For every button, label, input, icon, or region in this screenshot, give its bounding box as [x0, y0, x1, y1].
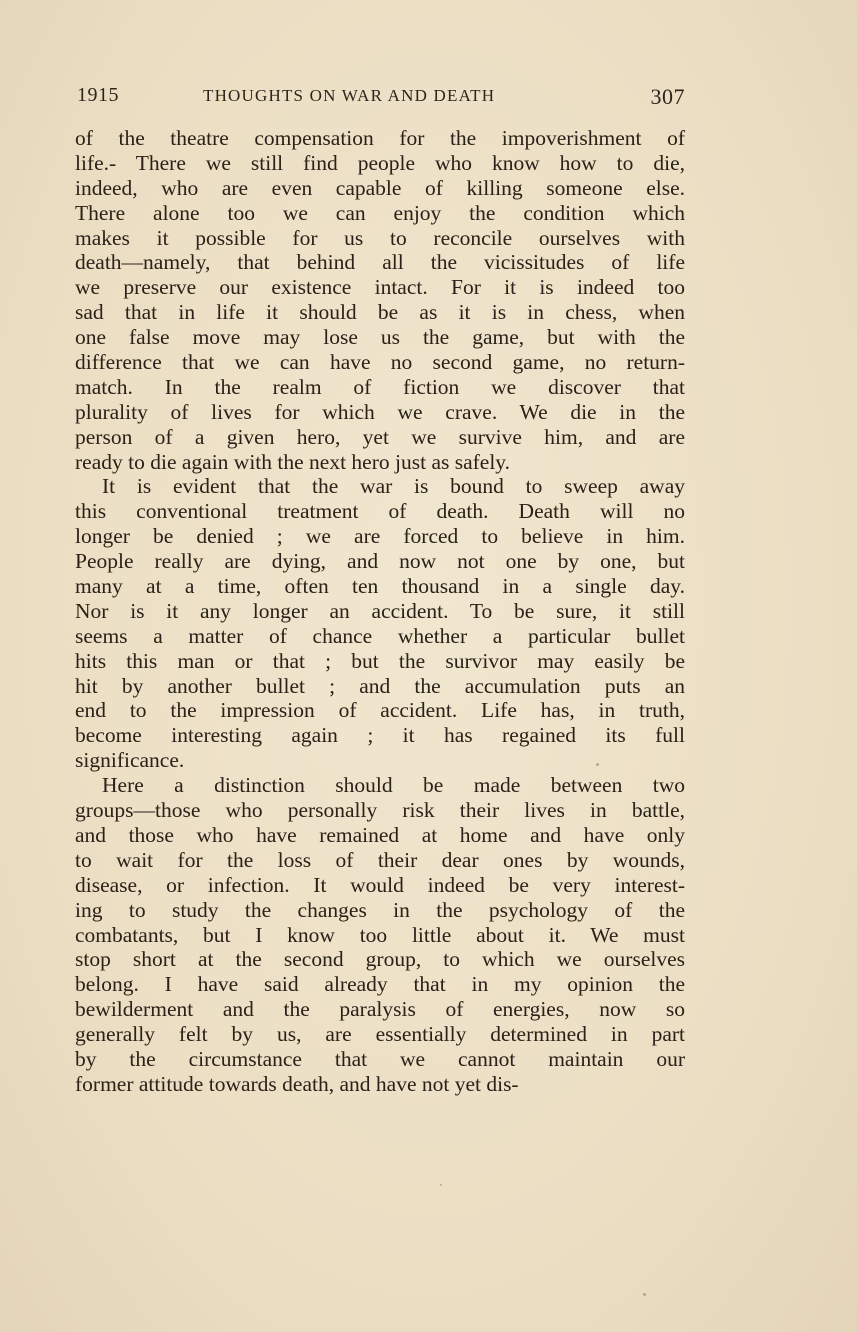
text-line: indeed, who are even capable of killing someone else. [75, 175, 685, 200]
text-line: belong. I have said already that in my opinion the [75, 972, 685, 997]
text-line: of the theatre compensation for the impoverishment of [75, 126, 685, 150]
text-line: hits this man or that ; but the survivor may easily be [75, 648, 685, 673]
page-number: 307 [650, 84, 685, 109]
text-line: end to the impression of accident. Life has, in truth, [75, 698, 685, 723]
running-head-title: THOUGHTS ON WAR AND DEATH [203, 86, 496, 105]
text-line: ready to die again with the next hero just as safely. [75, 449, 511, 474]
text-line: groups—those who personally risk their lives in battle, [75, 798, 685, 823]
text-line: and those who have remained at home and have only [75, 822, 685, 847]
running-head [77, 84, 685, 114]
text-line: plurality of lives for which we crave. We die in the [75, 399, 685, 424]
text-line: former attitude towards death, and have not yet dis- [75, 1071, 519, 1096]
text-line: we preserve our existence intact. For it is indeed too [75, 275, 685, 300]
paper-speck [643, 1293, 646, 1296]
text-line: significance. [75, 748, 185, 773]
text-line: It is evident that the war is bound to sweep away [102, 474, 685, 499]
text-line: many at a time, often ten thousand in a single day. [75, 574, 685, 599]
text-line: Nor is it any longer an accident. To be sure, it still [75, 598, 685, 623]
text-line: match. In the realm of fiction we discover that [75, 374, 685, 399]
text-line: this conventional treatment of death. Death will no [75, 499, 685, 524]
text-line: life.- There we still find people who know how to die, [75, 150, 685, 175]
text-line: bewilderment and the paralysis of energies, now so [75, 997, 685, 1022]
body-text [75, 126, 685, 1097]
running-head-year: 1915 [77, 84, 119, 106]
text-line: difference that we can have no second game, no return- [75, 350, 685, 375]
text-line: by the circumstance that we cannot maintain our [75, 1046, 685, 1071]
paragraph [75, 773, 685, 1097]
text-line: Here a distinction should be made between two [102, 773, 685, 798]
text-line: There alone too we can enjoy the condition which [75, 200, 685, 225]
paragraph [75, 474, 685, 773]
text-line: ing to study the changes in the psychology of the [75, 897, 685, 922]
text-line: makes it possible for us to reconcile ourselves with [75, 225, 685, 250]
paper-speck [596, 763, 599, 766]
paper-speck [440, 1184, 442, 1186]
text-line: combatants, but I know too little about it. We must [75, 922, 685, 947]
text-line: stop short at the second group, to which we ourselves [75, 947, 685, 972]
text-line: hit by another bullet ; and the accumulation puts an [75, 673, 685, 698]
text-line: seems a matter of chance whether a particular bullet [75, 623, 685, 648]
text-line: to wait for the loss of their dear ones by wounds, [75, 847, 685, 872]
text-line: generally felt by us, are essentially determined in part [75, 1022, 685, 1047]
text-line: longer be denied ; we are forced to believe in him. [75, 524, 685, 549]
text-line: People really are dying, and now not one by one, but [75, 549, 685, 574]
paragraph [75, 126, 685, 474]
text-line: disease, or infection. It would indeed be very interest- [75, 872, 685, 897]
text-line: death—namely, that behind all the vicissitudes of life [75, 250, 685, 275]
text-line: one false move may lose us the game, but with the [75, 325, 685, 350]
text-line: person of a given hero, yet we survive him, and are [75, 424, 685, 449]
text-line: sad that in life it should be as it is in chess, when [75, 300, 685, 325]
text-line: become interesting again ; it has regained its full [75, 723, 685, 748]
